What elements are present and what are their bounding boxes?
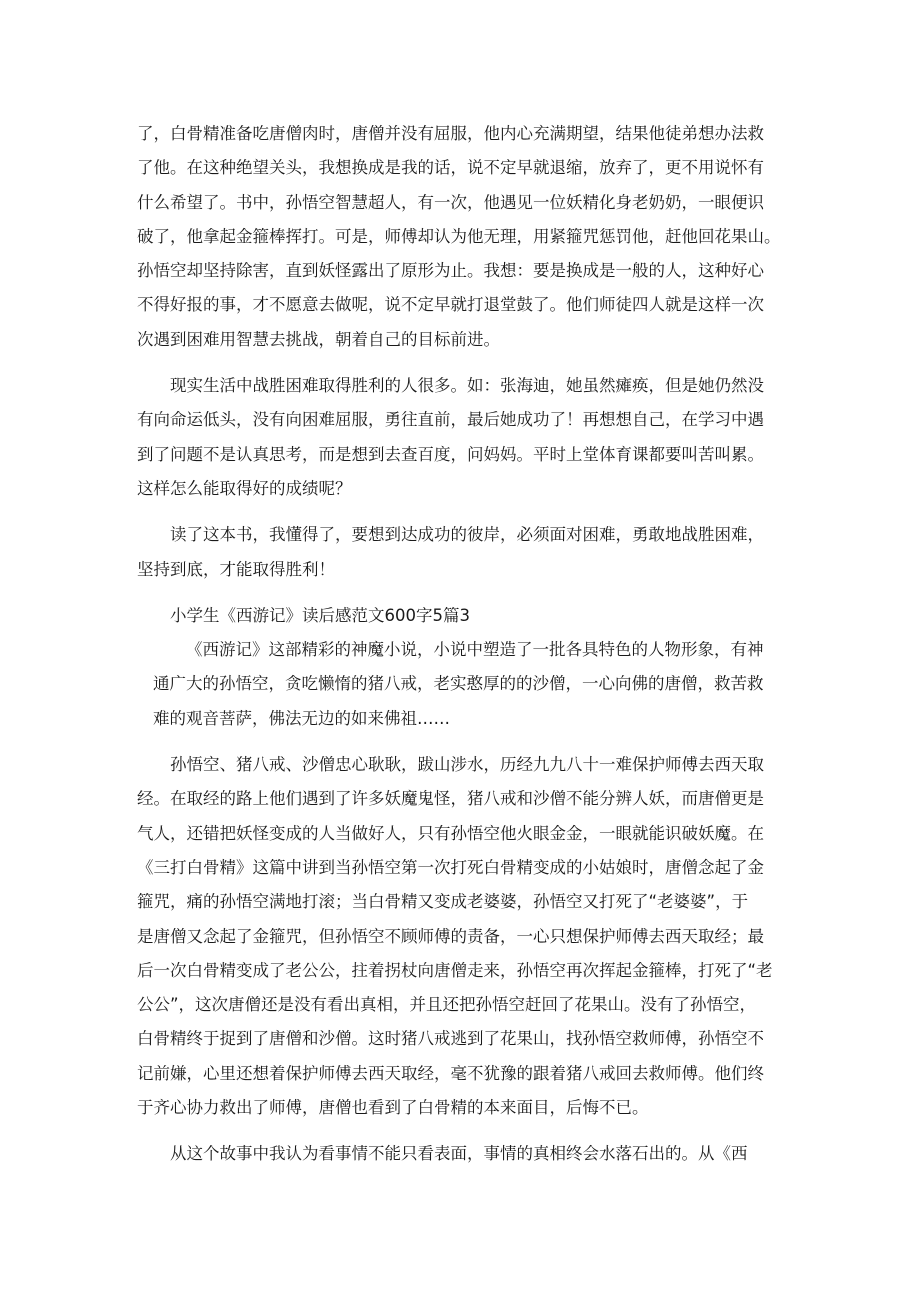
text-line: 这样怎么能取得好的成绩呢？ (137, 478, 352, 498)
text-line: 了，白骨精准备吃唐僧肉时，唐僧并没有屈服，他内心充满期望，结果他徒弟想办法救 (137, 124, 764, 143)
paragraph-3 (137, 518, 797, 587)
paragraph-4 (137, 748, 797, 1125)
text-line: 不得好报的事，才不愿意去做呢，说不定早就打退堂鼓了。他们师徒四人就是这样一次 (137, 295, 764, 315)
text-line: 是唐僧又念起了金箍咒，但孙悟空不顾师傅的责备，一心只想保护师傅去西天取经；最 (137, 926, 764, 946)
text-line: 现实生活中战胜困难取得胜利的人很多。如：张海迪，她虽然瘫痪，但是她仍然没 (170, 376, 764, 396)
text-line: 箍咒，痛的孙悟空满地打滚；当白骨精又变成老婆婆，孙悟空又打死了“老婆婆”，于 (137, 892, 749, 912)
text-line: 《三打白骨精》这篇中讲到当孙悟空第一次打死白骨精变成的小姑娘时，唐僧念起了金 (137, 857, 764, 877)
paragraph-2 (137, 369, 797, 506)
paragraph-5 (137, 1137, 797, 1171)
text-line: 白骨精终于捉到了唐僧和沙僧。这时猪八戒逃到了花果山，找孙悟空救师傅，孙悟空不 (137, 1029, 764, 1049)
text-line: 气人，还错把妖怪变成的人当做好人，只有孙悟空他火眼金金，一眼就能识破妖魔。在 (137, 823, 764, 843)
intro-paragraph (137, 633, 797, 736)
text-line: 了他。在这种绝望关头，我想换成是我的话，说不定早就退缩，放弃了，更不用说怀有 (137, 158, 764, 178)
text-line: 难的观音菩萨，佛法无边的如来佛祖…… (153, 708, 450, 728)
text-line: 有向命运低头，没有向困难屈服，勇往直前，最后她成功了！再想想自己，在学习中遇 (137, 410, 764, 430)
text-line: 次遇到困难用智慧去挑战，朝着自己的目标前进。 (137, 329, 500, 349)
section-heading: 小学生《西游记》读后感范文600字5篇3 (170, 605, 470, 625)
text-line: 到了问题不是认真思考，而是想到去查百度，问妈妈。平时上堂体育课都要叫苦叫累。 (137, 444, 764, 464)
text-line: 公公”，这次唐僧还是没有看出真相，并且还把孙悟空赶回了花果山。没有了孙悟空， (137, 995, 757, 1015)
text-line: 记前嫌，心里还想着保护师傅去西天取经，毫不犹豫的跟着猪八戒回去救师傅。他们终 (137, 1063, 764, 1083)
text-line: 孙悟空却坚持除害，直到妖怪露出了原形为止。我想：要是换成是一般的人，这种好心 (137, 261, 764, 281)
text-line: 从这个故事中我认为看事情不能只看表面，事情的真相终会水落石出的。从《西 (170, 1144, 748, 1164)
text-line: 读了这本书，我懂得了，要想到达成功的彼岸，必须面对困难，勇敢地战胜困难， (170, 525, 764, 545)
document-body (137, 117, 797, 1172)
text-line: 坚持到底，才能取得胜利！ (137, 559, 335, 579)
text-line: 《西游记》这部精彩的神魔小说，小说中塑造了一批各具特色的人物形象，有神 (186, 640, 764, 660)
text-line: 通广大的孙悟空，贪吃懒惰的猪八戒，老实憨厚的的沙僧，一心向佛的唐僧，救苦救 (153, 674, 764, 694)
paragraph-1 (137, 117, 797, 357)
text-line: 后一次白骨精变成了老公公，拄着拐杖向唐僧走来，孙悟空再次挥起金箍棒，打死了“老 (137, 960, 773, 980)
text-line: 破了，他拿起金箍棒挥打。可是，师傅却认为他无理，用紧箍咒惩罚他，赶他回花果山。 (137, 226, 781, 246)
text-line: 经。在取经的路上他们遇到了许多妖魔鬼怪，猪八戒和沙僧不能分辨人妖，而唐僧更是 (137, 789, 764, 809)
text-line: 什么希望了。书中，孙悟空智慧超人，有一次，他遇见一位妖精化身老奶奶，一眼便识 (137, 192, 764, 212)
text-line: 孙悟空、猪八戒、沙僧忠心耿耿，跋山涉水，历经九九八十一难保护师傅去西天取 (170, 755, 764, 775)
text-line: 于齐心协力救出了师傅，唐僧也看到了白骨精的本来面目，后悔不已。 (137, 1098, 649, 1118)
